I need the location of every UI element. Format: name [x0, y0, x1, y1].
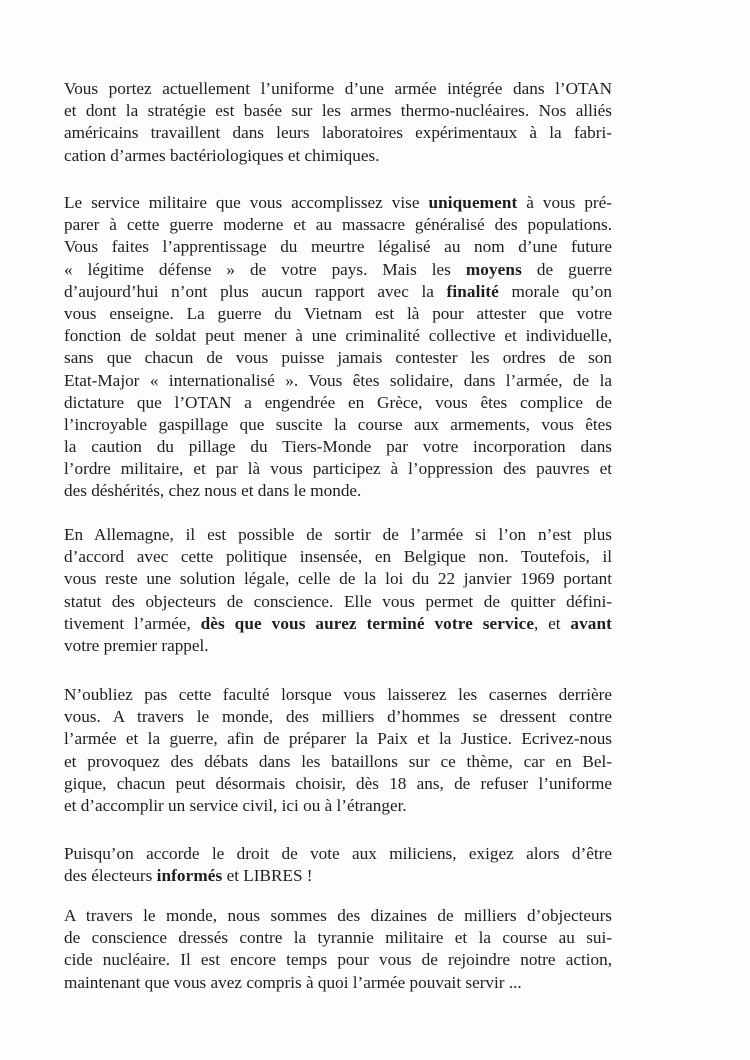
text-segment: Vous faites l’apprentissage du meurtre légalisé au nom d’une future — [64, 237, 612, 257]
text-segment: cide nucléaire. Il est encore temps pour vous de rejoindre notre action, — [64, 950, 612, 970]
paragraph-2 — [64, 192, 612, 503]
text-segment: statut des objecteurs de conscience. Elle vous permet de quitter défini- — [64, 591, 612, 611]
text-segment: et LIBRES ! — [222, 866, 313, 886]
text-line — [64, 392, 612, 414]
text-segment: morale qu’on — [498, 281, 612, 301]
bold-text: moyens — [465, 259, 522, 279]
text-line — [64, 259, 612, 281]
text-segment: maintenant que vous avez compris à quoi l’armée pouvait servir ... — [64, 972, 522, 992]
text-line — [64, 751, 612, 773]
text-segment: En Allemagne, il est possible de sortir de l’armée si l’on n’est plus — [64, 525, 612, 544]
paragraph-4 — [64, 684, 612, 817]
text-line — [64, 78, 612, 100]
text-line — [64, 728, 612, 750]
text-line — [64, 972, 612, 994]
text-line — [64, 214, 612, 236]
text-segment: la caution du pillage du Tiers-Monde par votre incorporation dans — [64, 437, 612, 457]
text-line — [64, 568, 612, 590]
bold-text: dès que vous aurez terminé votre service — [200, 613, 535, 633]
text-segment: vous reste une solution légale, celle de la loi du 22 janvier 1969 portant — [64, 569, 612, 589]
text-line — [64, 524, 612, 546]
text-line — [64, 145, 612, 167]
text-segment: , et — [534, 613, 571, 633]
text-segment: parer à cette guerre moderne et au massacre généralisé des populations. — [64, 215, 612, 235]
text-line — [64, 325, 612, 347]
text-segment: cation d’armes bactériologiques et chimiques. — [64, 145, 380, 165]
text-segment: Vous portez actuellement l’uniforme d’une armée intégrée dans l’OTAN — [64, 79, 612, 98]
text-line — [64, 927, 612, 949]
text-segment: de guerre — [521, 259, 612, 279]
text-segment: dictature que l’OTAN a engendrée en Grèce, vous êtes complice de — [64, 392, 612, 412]
text-line — [64, 795, 612, 817]
text-segment: des électeurs — [64, 866, 157, 886]
text-line — [64, 773, 612, 795]
text-line — [64, 480, 612, 502]
bold-text: finalité — [446, 281, 499, 301]
text-line — [64, 706, 612, 728]
text-line — [64, 949, 612, 971]
text-segment: N’oubliez pas cette faculté lorsque vous laisserez les casernes derrière — [64, 685, 612, 704]
text-line — [64, 865, 612, 887]
bold-text: uniquement — [428, 193, 518, 212]
text-segment: d’accord avec cette politique insensée, en Belgique non. Toutefois, il — [64, 547, 612, 567]
text-segment: l’ordre militaire, et par là vous participez à l’oppression des pauvres et — [64, 459, 612, 479]
text-segment: l’armée et la guerre, afin de préparer la Paix et la Justice. Ecrivez-nous — [64, 729, 612, 749]
text-line — [64, 303, 612, 325]
text-line — [64, 122, 612, 144]
text-line — [64, 843, 612, 865]
text-segment: vous enseigne. La guerre du Vietnam est là pour attester que votre — [64, 303, 612, 323]
paragraph-1 — [64, 78, 612, 167]
text-segment: vous. A travers le monde, des milliers d’hommes se dressent contre — [64, 707, 612, 727]
bold-text: informés — [156, 866, 223, 886]
text-line — [64, 347, 612, 369]
text-segment: Puisqu’on accorde le droit de vote aux miliciens, exigez alors d’être — [64, 844, 612, 863]
text-line — [64, 546, 612, 568]
text-segment: gique, chacun peut désormais choisir, dès 18 ans, de refuser l’uniforme — [64, 773, 612, 793]
text-segment: « légitime défense » de votre pays. Mais les — [64, 259, 466, 279]
text-segment: Etat-Major « internationalisé ». Vous êtes solidaire, dans l’armée, de la — [64, 370, 612, 390]
text-line — [64, 905, 612, 927]
text-segment: et provoquez des débats dans les bataillons sur ce thème, car en Bel- — [64, 751, 612, 771]
text-segment: et d’accomplir un service civil, ici ou à l’étranger. — [64, 795, 407, 815]
text-line — [64, 192, 612, 214]
text-line — [64, 370, 612, 392]
text-line — [64, 281, 612, 303]
text-line — [64, 458, 612, 480]
text-segment: A travers le monde, nous sommes des dizaines de milliers d’objecteurs — [64, 906, 612, 925]
text-segment: fonction de soldat peut mener à une criminalité collective et individuelle, — [64, 326, 612, 346]
text-line — [64, 414, 612, 436]
paragraph-5 — [64, 843, 612, 887]
text-line — [64, 436, 612, 458]
text-line — [64, 236, 612, 258]
text-segment: des déshérités, chez nous et dans le monde. — [64, 481, 362, 501]
text-segment: tivement l’armée, — [64, 613, 201, 633]
text-segment: l’incroyable gaspillage que suscite la course aux armements, vous êtes — [64, 414, 612, 434]
text-segment: d’aujourd’hui n’ont plus aucun rapport avec la — [64, 281, 447, 301]
text-segment: à vous pré- — [517, 193, 612, 212]
text-segment: de conscience dressés contre la tyrannie militaire et la course au sui- — [64, 928, 612, 948]
text-line — [64, 591, 612, 613]
text-line — [64, 684, 612, 706]
text-segment: et dont la stratégie est basée sur les armes thermo-nucléaires. Nos alliés — [64, 101, 612, 121]
paragraph-6 — [64, 905, 612, 994]
bold-text: avant — [570, 613, 612, 633]
text-segment: sans que chacun de vous puisse jamais contester les ordres de son — [64, 348, 612, 368]
text-segment: votre premier rappel. — [64, 635, 209, 655]
text-line — [64, 635, 612, 657]
text-line — [64, 100, 612, 122]
text-line — [64, 613, 612, 635]
paragraph-3 — [64, 524, 612, 657]
text-segment: américains travaillent dans leurs laboratoires expérimentaux à la fabri- — [64, 123, 612, 143]
text-segment: Le service militaire que vous accomplissez vise — [64, 193, 429, 212]
